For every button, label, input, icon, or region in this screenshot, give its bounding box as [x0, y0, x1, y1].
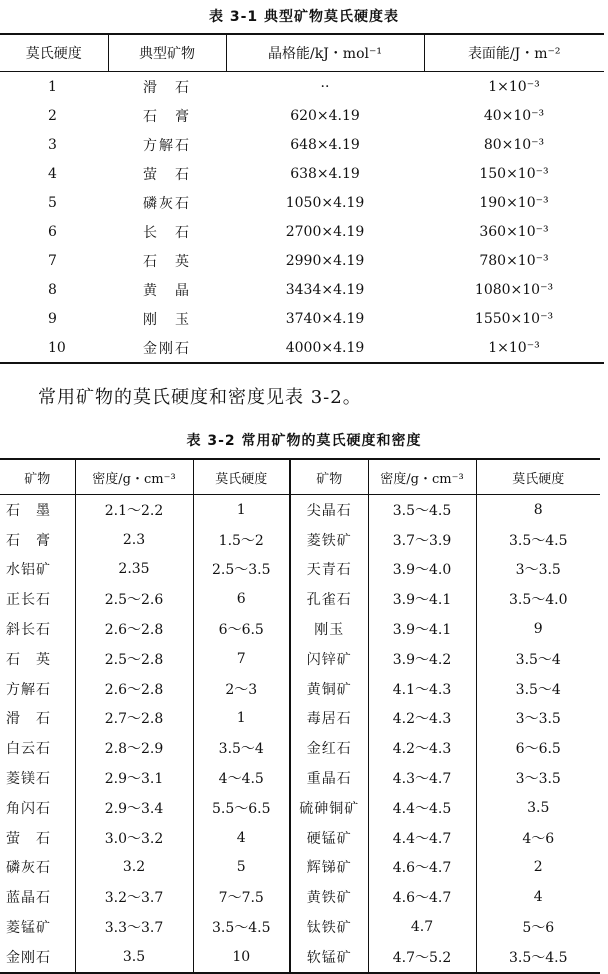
table-row: [0, 555, 600, 585]
hardness-cell: 2.5～3.5: [193, 555, 290, 585]
density-cell: 2.9～3.4: [75, 793, 193, 823]
mineral-cell: 金刚石: [0, 942, 75, 973]
table-row: [0, 495, 600, 525]
table-row: [0, 584, 600, 614]
table-row: [0, 101, 604, 130]
table-row: [0, 246, 604, 275]
lattice-energy-cell: 3434×4.19: [285, 281, 365, 298]
mineral-cell: 角闪石: [0, 793, 75, 823]
density-cell: 4.3～4.7: [368, 763, 476, 793]
table2-caption: 表 3-2 常用矿物的莫氏硬度和密度: [186, 433, 422, 449]
table-row: [0, 823, 600, 853]
hardness-cell: 8: [533, 501, 543, 518]
mohs-hardness-table: [0, 33, 604, 364]
mineral-cell: 石 墨: [0, 495, 75, 525]
mineral-cell: 天青石: [290, 555, 368, 585]
table-row: [0, 275, 604, 304]
density-cell: 2.5～2.8: [75, 644, 193, 674]
hardness-cell: 3.5～4: [515, 681, 561, 698]
density-cell: 2.3: [75, 525, 193, 555]
mineral-cell: 黄铜矿: [290, 674, 368, 704]
table-row: [0, 72, 604, 102]
density-cell: 3.5～4.5: [368, 495, 476, 525]
mohs-value-cell: 2: [48, 107, 57, 124]
table-row: [0, 733, 600, 763]
table-row: [0, 333, 604, 363]
lattice-energy-cell: 2700×4.19: [285, 223, 365, 240]
surface-energy-cell: 150×10⁻³: [479, 165, 549, 182]
table1-caption: 表 3-1 典型矿物莫氏硬度表: [208, 9, 400, 25]
density-cell: 2.8～2.9: [75, 733, 193, 763]
mohs-value-cell: 1: [48, 78, 57, 95]
mineral-cell: 方解石: [0, 674, 75, 704]
mohs-value-cell: 10: [48, 339, 66, 356]
mineral-cell: 方解石: [143, 137, 191, 154]
lattice-energy-cell: 648×4.19: [290, 136, 360, 153]
mineral-density-table: [0, 458, 600, 974]
mineral-cell: 刚玉: [290, 614, 368, 644]
mineral-cell: 滑 石: [0, 704, 75, 734]
hardness-cell: 7～7.5: [193, 882, 290, 912]
mineral-cell: 软锰矿: [290, 942, 368, 973]
header-mineral-left: 矿物: [0, 459, 75, 495]
hardness-cell: 1: [193, 495, 290, 525]
density-cell: 4.4～4.7: [368, 823, 476, 853]
hardness-cell: 9: [533, 621, 543, 638]
header-lattice-energy: 晶格能/kJ・mol⁻¹: [226, 34, 424, 72]
mineral-cell: 石 膏: [0, 525, 75, 555]
header-density-left: 密度/g・cm⁻³: [75, 459, 193, 495]
table-row: [0, 159, 604, 188]
table-row: [0, 304, 604, 333]
mineral-cell: 闪锌矿: [290, 644, 368, 674]
table-row: [0, 763, 600, 793]
density-cell: 3.2～3.7: [75, 882, 193, 912]
mohs-value-cell: 3: [48, 136, 57, 153]
hardness-cell: 3～3.5: [515, 562, 561, 579]
hardness-cell: 4: [533, 889, 543, 906]
hardness-cell: 3.5～4.5: [508, 532, 568, 549]
mineral-cell: 黄铁矿: [290, 882, 368, 912]
mohs-value-cell: 9: [48, 310, 57, 327]
mineral-cell: 尖晶石: [290, 495, 368, 525]
hardness-cell: 7: [193, 644, 290, 674]
table2-header-row: [0, 459, 600, 495]
mineral-cell: 菱锰矿: [0, 912, 75, 942]
table-row: [0, 188, 604, 217]
header-hardness-right: 莫氏硬度: [476, 459, 600, 495]
lattice-energy-cell: 1050×4.19: [285, 194, 365, 211]
density-cell: 3.9～4.1: [368, 614, 476, 644]
mineral-cell: 磷灰石: [0, 853, 75, 883]
mineral-cell: 磷灰石: [143, 195, 191, 212]
hardness-cell: 4～6: [522, 830, 555, 847]
mineral-cell: 辉锑矿: [290, 853, 368, 883]
table-row: [0, 130, 604, 159]
density-cell: 4.6～4.7: [368, 882, 476, 912]
header-mohs-hardness: 莫氏硬度: [0, 34, 108, 72]
density-cell: 4.7～5.2: [368, 942, 476, 973]
header-surface-energy: 表面能/J・m⁻²: [424, 34, 604, 72]
header-mineral-right: 矿物: [290, 459, 368, 495]
lattice-energy-cell: 3740×4.19: [285, 310, 365, 327]
body-paragraph: 常用矿物的莫氏硬度和密度见表 3-2。: [38, 387, 362, 408]
density-cell: 2.9～3.1: [75, 763, 193, 793]
lattice-energy-cell: 620×4.19: [290, 107, 360, 124]
mineral-cell: 黄 晶: [143, 282, 191, 299]
header-typical-mineral: 典型矿物: [108, 34, 226, 72]
density-cell: 2.5～2.6: [75, 584, 193, 614]
surface-energy-cell: 360×10⁻³: [479, 223, 549, 240]
density-cell: 3.2: [75, 853, 193, 883]
mineral-cell: 白云石: [0, 733, 75, 763]
mohs-value-cell: 5: [48, 194, 57, 211]
table1-header-row: [0, 34, 604, 72]
mineral-cell: 硫砷铜矿: [290, 793, 368, 823]
surface-energy-cell: 1550×10⁻³: [474, 310, 554, 327]
hardness-cell: 4: [193, 823, 290, 853]
mineral-cell: 菱铁矿: [290, 525, 368, 555]
mineral-cell: 硬锰矿: [290, 823, 368, 853]
density-cell: 4.2～4.3: [368, 704, 476, 734]
hardness-cell: 6: [193, 584, 290, 614]
hardness-cell: 3.5～4: [515, 651, 561, 668]
mineral-cell: 长 石: [143, 224, 191, 241]
table-row: [0, 704, 600, 734]
table-row: [0, 882, 600, 912]
hardness-cell: 3.5～4.0: [508, 592, 568, 609]
hardness-cell: 6～6.5: [515, 741, 561, 758]
table-row: [0, 942, 600, 973]
table-row: [0, 644, 600, 674]
mineral-cell: 毒居石: [290, 704, 368, 734]
table-row: [0, 614, 600, 644]
mohs-value-cell: 8: [48, 281, 57, 298]
density-cell: 2.35: [75, 555, 193, 585]
table-row: [0, 674, 600, 704]
hardness-cell: 6～6.5: [193, 614, 290, 644]
mineral-cell: 刚 玉: [143, 311, 191, 328]
mineral-cell: 重晶石: [290, 763, 368, 793]
density-cell: 4.2～4.3: [368, 733, 476, 763]
surface-energy-cell: 1×10⁻³: [488, 78, 540, 95]
hardness-cell: 3～3.5: [515, 711, 561, 728]
density-cell: 3.9～4.1: [368, 584, 476, 614]
density-cell: 2.1～2.2: [75, 495, 193, 525]
density-cell: 3.9～4.0: [368, 555, 476, 585]
mineral-cell: 水铝矿: [0, 555, 75, 585]
lattice-energy-cell: 638×4.19: [290, 165, 360, 182]
hardness-cell: 2～3: [193, 674, 290, 704]
lattice-energy-cell: ··: [320, 78, 330, 95]
hardness-cell: 4～4.5: [193, 763, 290, 793]
mineral-cell: 萤 石: [0, 823, 75, 853]
density-cell: 4.6～4.7: [368, 853, 476, 883]
hardness-cell: 5: [193, 853, 290, 883]
density-cell: 4.7: [368, 912, 476, 942]
density-cell: 3.9～4.2: [368, 644, 476, 674]
mineral-cell: 蓝晶石: [0, 882, 75, 912]
surface-energy-cell: 40×10⁻³: [483, 107, 545, 124]
density-cell: 2.6～2.8: [75, 614, 193, 644]
surface-energy-cell: 80×10⁻³: [483, 136, 545, 153]
density-cell: 3.3～3.7: [75, 912, 193, 942]
table-row: [0, 217, 604, 246]
table-row: [0, 525, 600, 555]
table-row: [0, 853, 600, 883]
hardness-cell: 1.5～2: [193, 525, 290, 555]
table-row: [0, 793, 600, 823]
mineral-cell: 萤 石: [143, 166, 191, 183]
density-cell: 2.7～2.8: [75, 704, 193, 734]
surface-energy-cell: 190×10⁻³: [479, 194, 549, 211]
mohs-value-cell: 6: [48, 223, 57, 240]
density-cell: 2.6～2.8: [75, 674, 193, 704]
mohs-value-cell: 7: [48, 252, 57, 269]
surface-energy-cell: 1080×10⁻³: [474, 281, 554, 298]
header-hardness-left: 莫氏硬度: [193, 459, 290, 495]
mineral-cell: 钛铁矿: [290, 912, 368, 942]
mineral-cell: 孔雀石: [290, 584, 368, 614]
density-cell: 4.1～4.3: [368, 674, 476, 704]
mineral-cell: 石 膏: [143, 108, 191, 125]
header-density-right: 密度/g・cm⁻³: [368, 459, 476, 495]
mineral-cell: 金红石: [290, 733, 368, 763]
lattice-energy-cell: 2990×4.19: [285, 252, 365, 269]
hardness-cell: 2: [533, 859, 543, 876]
hardness-cell: 3.5～4.5: [508, 949, 568, 966]
hardness-cell: 5～6: [522, 920, 555, 937]
surface-energy-cell: 1×10⁻³: [488, 339, 540, 356]
mineral-cell: 石 英: [0, 644, 75, 674]
hardness-cell: 1: [193, 704, 290, 734]
hardness-cell: 3.5～4.5: [193, 912, 290, 942]
mohs-value-cell: 4: [48, 165, 57, 182]
hardness-cell: 3.5～4: [193, 733, 290, 763]
hardness-cell: 5.5～6.5: [193, 793, 290, 823]
density-cell: 4.4～4.5: [368, 793, 476, 823]
mineral-cell: 斜长石: [0, 614, 75, 644]
density-cell: 3.5: [75, 942, 193, 973]
table-row: [0, 912, 600, 942]
mineral-cell: 金刚石: [143, 340, 191, 357]
lattice-energy-cell: 4000×4.19: [285, 339, 365, 356]
mineral-cell: 正长石: [0, 584, 75, 614]
hardness-cell: 3.5: [527, 799, 550, 816]
hardness-cell: 10: [193, 942, 290, 973]
density-cell: 3.0～3.2: [75, 823, 193, 853]
mineral-cell: 菱镁石: [0, 763, 75, 793]
surface-energy-cell: 780×10⁻³: [479, 252, 549, 269]
density-cell: 3.7～3.9: [368, 525, 476, 555]
mineral-cell: 石 英: [143, 253, 191, 270]
mineral-cell: 滑 石: [143, 79, 191, 96]
hardness-cell: 3～3.5: [515, 771, 561, 788]
